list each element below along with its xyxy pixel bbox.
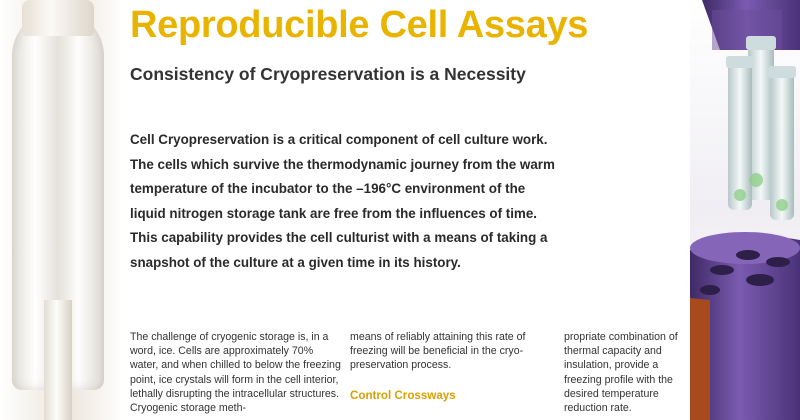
vial-3 [770,70,794,220]
body-column-1 [130,330,342,415]
intro-line: Cell Cryopreservation is a critical component of cell culture work. [130,132,548,147]
intro-line: liquid nitrogen storage tank are free from the influences of time. [130,205,537,221]
cryovial-photo [0,0,122,420]
freezing-container-illustration [690,0,800,420]
freezing-container-photo [690,0,800,420]
intro-line: snapshot of the culture at a given time in its history. [130,254,461,270]
body-column-3 [564,330,694,415]
body-column-2 [350,330,550,403]
page-subtitle: Consistency of Cryopreservation is a Necessity [130,64,526,84]
column-2-text: means of reliably attaining this rate of freezing will be beneficial in the cryo-preservation process. [350,331,526,372]
intro-line: The cells which survive the thermodynamic journey from the warm [130,156,555,172]
vial-2 [728,60,752,210]
cryovial-cap [22,0,94,36]
intro-line: temperature of the incubator to the –196°C environment of the [130,181,526,197]
section-heading: Control Crossways [350,388,456,402]
vial-well [736,250,760,260]
column-1-text: The challenge of cryogenic storage is, in a word, ice. Cells are approximately 70% water, and when chilled to below the freezing point, ice crystals will form in the cell interior, lethally disrupting the intracellular structures. Cryogenic storage meth- [130,331,341,415]
cryovial-tip [44,300,72,420]
column-3-text: propriate combination of thermal capacity and insulation, provide a freezing profile with the desired temperature reduction rate. [564,331,678,415]
intro-paragraph [130,128,670,276]
page-title: Reproducible Cell Assays [130,4,589,46]
intro-line: This capability provides the cell culturist with a means of taking a [130,230,548,246]
